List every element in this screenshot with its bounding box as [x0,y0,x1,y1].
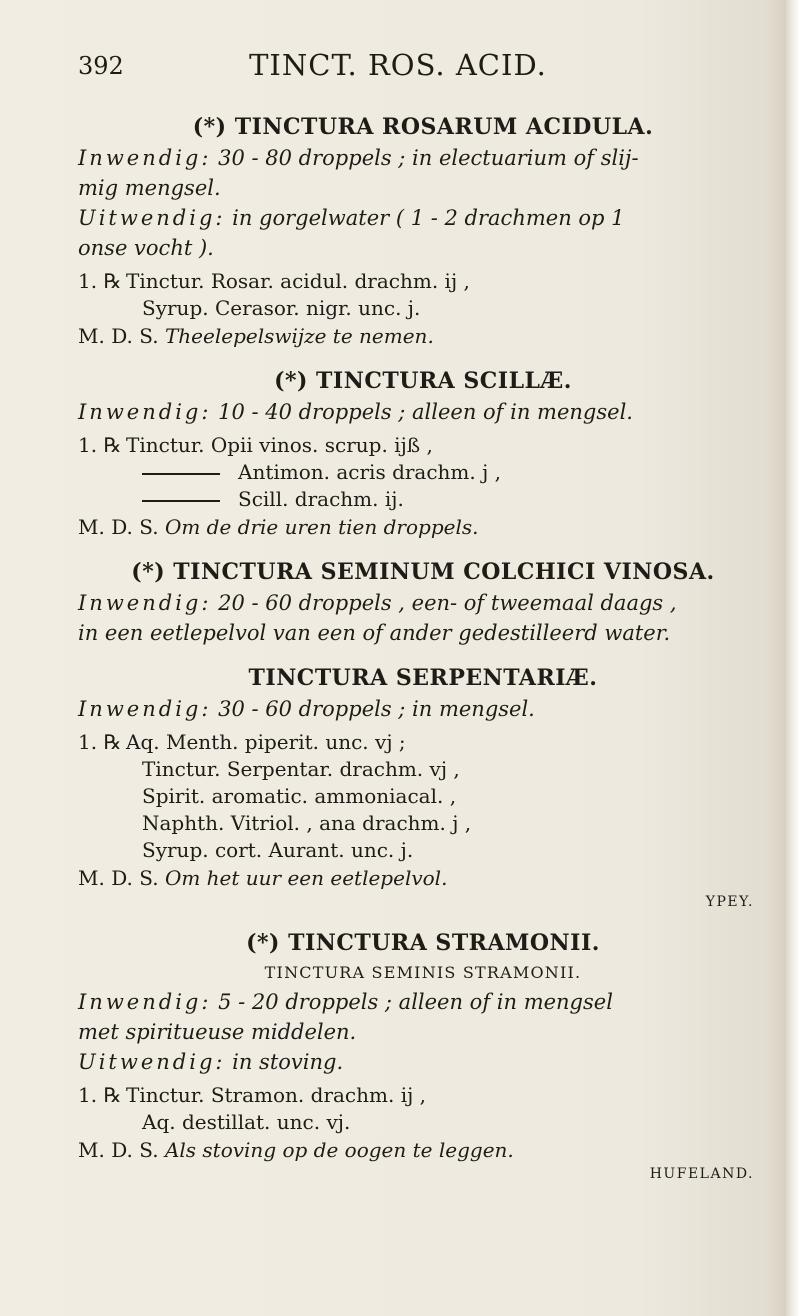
section-title: (*) TINCTURA ROSARUM ACIDULA. [192,114,654,140]
dosage-instruction [78,864,768,892]
usage-line [78,204,768,232]
usage-label: Inwendig: [78,400,212,424]
usage-text: mig mengsel. [78,176,221,200]
prescription-line [78,837,768,864]
usage-label: Inwendig: [78,591,212,615]
dosage-instruction [78,322,768,350]
dosage-instruction [78,513,768,541]
source-author: YPEY. [705,894,754,910]
usage-line [78,234,768,262]
mds-abbreviation: M. D. S. [78,515,159,539]
usage-line [78,1048,768,1076]
prescription-line [78,268,768,295]
usage-text: 20 - 60 droppels , een- of tweemaal daags , [211,591,677,615]
usage-text: 30 - 80 droppels ; in electuarium of slij- [211,146,639,170]
recipe-symbol: 1. ℞ [78,730,122,754]
prescription [78,729,768,864]
page-edge [786,0,800,1316]
recipe-section [78,366,768,541]
ingredient-text: Tinctur. Serpentar. drachm. vj , [142,757,460,781]
source-author: HUFELAND. [649,1166,754,1182]
section-title: (*) TINCTURA SEMINUM COLCHICI VINOSA. [131,559,715,585]
ingredient-text: Aq. Menth. piperit. unc. vj ; [126,730,406,754]
usage-label: Uitwendig: [78,1050,226,1074]
recipe-section [78,663,768,912]
usage-label: Inwendig: [78,146,212,170]
prescription-line [78,1109,768,1136]
prescription-line [78,729,768,756]
mds-abbreviation: M. D. S. [78,324,159,348]
prescription [78,432,768,513]
recipe-section [78,557,768,647]
usage-text: in stoving. [225,1050,344,1074]
prescription-line [78,486,768,513]
ingredient-text: Scill. drachm. ij. [238,487,404,511]
usage-line [78,589,768,617]
ingredient-text: Antimon. acris drachm. j , [238,460,502,484]
recipe-symbol: 1. ℞ [78,269,122,293]
prescription-line [78,783,768,810]
prescription-line [78,432,768,459]
prescription-line [78,1082,768,1109]
ingredient-text: Syrup. cort. Aurant. unc. j. [142,838,414,862]
ingredient-text: Tinctur. Opii vinos. scrup. ijß , [126,433,433,457]
instruction-text: Theelepelswijze te nemen. [164,324,434,348]
instruction-text: Om het uur een eetlepelvol. [164,866,448,890]
usage-text: onse vocht ). [78,236,214,260]
usage-line [78,988,768,1016]
usage-text: in een eetlepelvol van een of ander gedestilleerd water. [78,621,671,645]
page-content [78,112,768,1200]
ingredient-text: Tinctur. Stramon. drachm. ij , [126,1083,426,1107]
prescription-line [78,295,768,322]
usage-text: 5 - 20 droppels ; alleen of in mengsel [211,990,613,1014]
page-header [78,48,718,88]
recipe-section [78,928,768,1184]
prescription [78,1082,768,1136]
mds-abbreviation: M. D. S. [78,866,159,890]
ingredient-text: Spirit. aromatic. ammoniacal. , [142,784,457,808]
ingredient-text: Naphth. Vitriol. , ana drachm. j , [142,811,472,835]
recipe-symbol: 1. ℞ [78,1083,122,1107]
section-title: (*) TINCTURA STRAMONII. [246,930,600,956]
usage-label: Inwendig: [78,697,212,721]
usage-text: met spiritueuse middelen. [78,1020,357,1044]
prescription-line [78,810,768,837]
ingredient-text: Aq. destillat. unc. vj. [142,1110,351,1134]
ditto-dash [142,473,220,475]
usage-line [78,619,768,647]
prescription-line [78,756,768,783]
usage-text: 30 - 60 droppels ; in mengsel. [211,697,535,721]
ingredient-text: Syrup. Cerasor. nigr. unc. j. [142,296,421,320]
prescription [78,268,768,322]
ditto-dash [142,500,220,502]
dosage-instruction [78,1136,768,1164]
usage-line [78,1018,768,1046]
usage-line [78,144,768,172]
usage-text: 10 - 40 droppels ; alleen of in mengsel. [211,400,633,424]
usage-line [78,174,768,202]
recipe-section [78,112,768,350]
prescription-line [78,459,768,486]
instruction-text: Als stoving op de oogen te leggen. [164,1138,514,1162]
usage-text: in gorgelwater ( 1 - 2 drachmen op 1 [225,206,625,230]
section-subtitle: TINCTURA SEMINIS STRAMONII. [264,963,582,982]
instruction-text: Om de drie uren tien droppels. [164,515,479,539]
running-title: TINCT. ROS. ACID. [249,48,547,82]
recipe-symbol: 1. ℞ [78,433,122,457]
page-number: 392 [78,52,124,80]
section-title: TINCTURA SERPENTARIÆ. [248,665,598,691]
usage-label: Inwendig: [78,990,212,1014]
ingredient-text: Tinctur. Rosar. acidul. drachm. ij , [126,269,470,293]
section-title: (*) TINCTURA SCILLÆ. [274,368,572,394]
usage-line [78,695,768,723]
mds-abbreviation: M. D. S. [78,1138,159,1162]
usage-label: Uitwendig: [78,206,226,230]
usage-line [78,398,768,426]
